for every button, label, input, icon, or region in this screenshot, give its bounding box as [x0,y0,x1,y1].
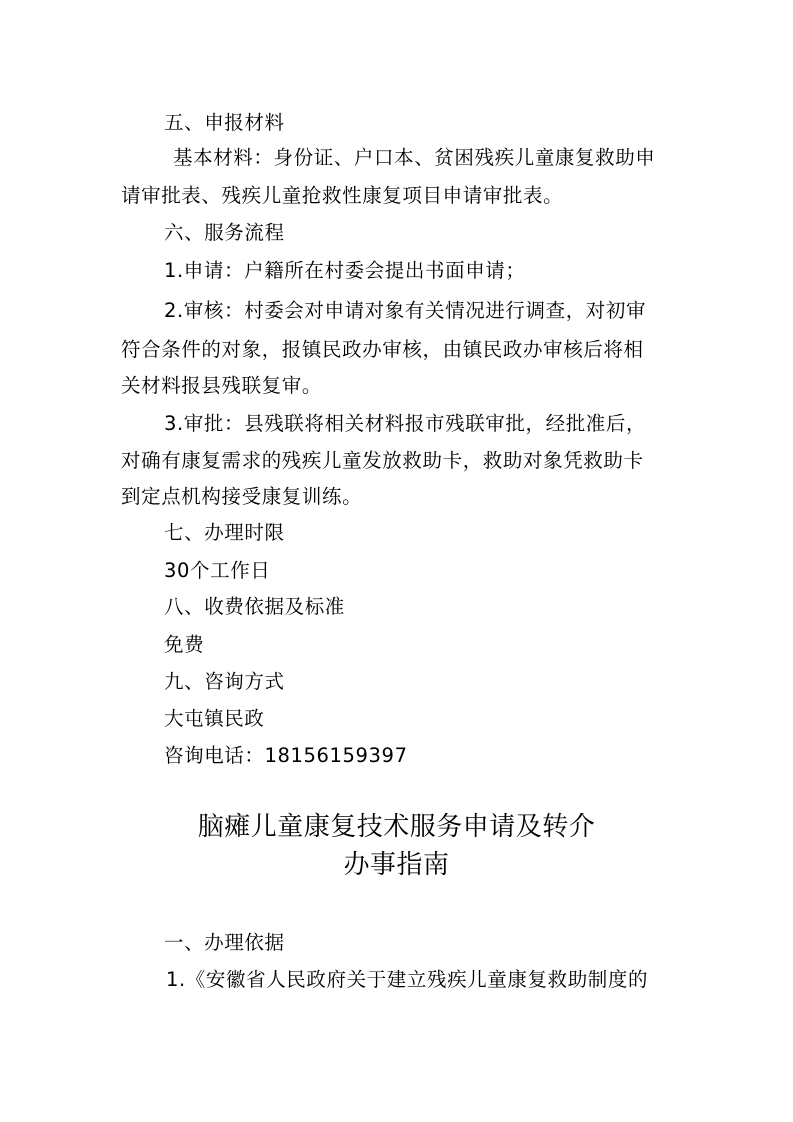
consult-organization: 大屯镇民政 [164,707,265,730]
process-step-approve-line-2: 对确有康复需求的残疾儿童发放救助卡，救助对象凭救助卡 [121,449,644,472]
guide-title-line-1: 脑瘫儿童康复技术服务申请及转介 [197,812,596,842]
process-step-apply: 1.申请：户籍所在村委会提出书面申请； [164,259,526,282]
process-step-review-line-3: 关材料报县残联复审。 [121,374,323,397]
process-step-approve-line-3: 到定点机构接受康复训练。 [121,485,363,508]
section-heading-process: 六、服务流程 [164,221,285,244]
consult-phone: 咨询电话：18156159397 [164,744,408,767]
time-limit-value: 30个工作日 [164,559,271,582]
basis-item-1: 1.《安徽省人民政府关于建立残疾儿童康复救助制度的 [166,968,649,991]
section-heading-materials: 五、申报材料 [164,111,285,134]
guide-title-line-2: 办事指南 [343,850,450,880]
section-heading-consult: 九、咨询方式 [164,670,285,693]
process-step-review-line-2: 符合条件的对象，报镇民政办审核，由镇民政办审核后将相 [121,338,644,361]
section-heading-fees: 八、收费依据及标准 [164,595,345,618]
process-step-approve-line-1: 3.审批：县残联将相关材料报市残联审批，经批准后， [164,412,647,435]
fees-value: 免费 [164,633,205,656]
process-step-review-line-1: 2.审核：村委会对申请对象有关情况进行调查，对初审 [164,299,647,322]
materials-paragraph-line-1: 基本材料：身份证、户口本、贫困残疾儿童康复救助申 [173,146,656,169]
materials-paragraph-line-2: 请审批表、残疾儿童抢救性康复项目申请审批表。 [121,184,564,207]
section-heading-time-limit: 七、办理时限 [164,521,285,544]
section-heading-basis: 一、办理依据 [164,931,285,954]
